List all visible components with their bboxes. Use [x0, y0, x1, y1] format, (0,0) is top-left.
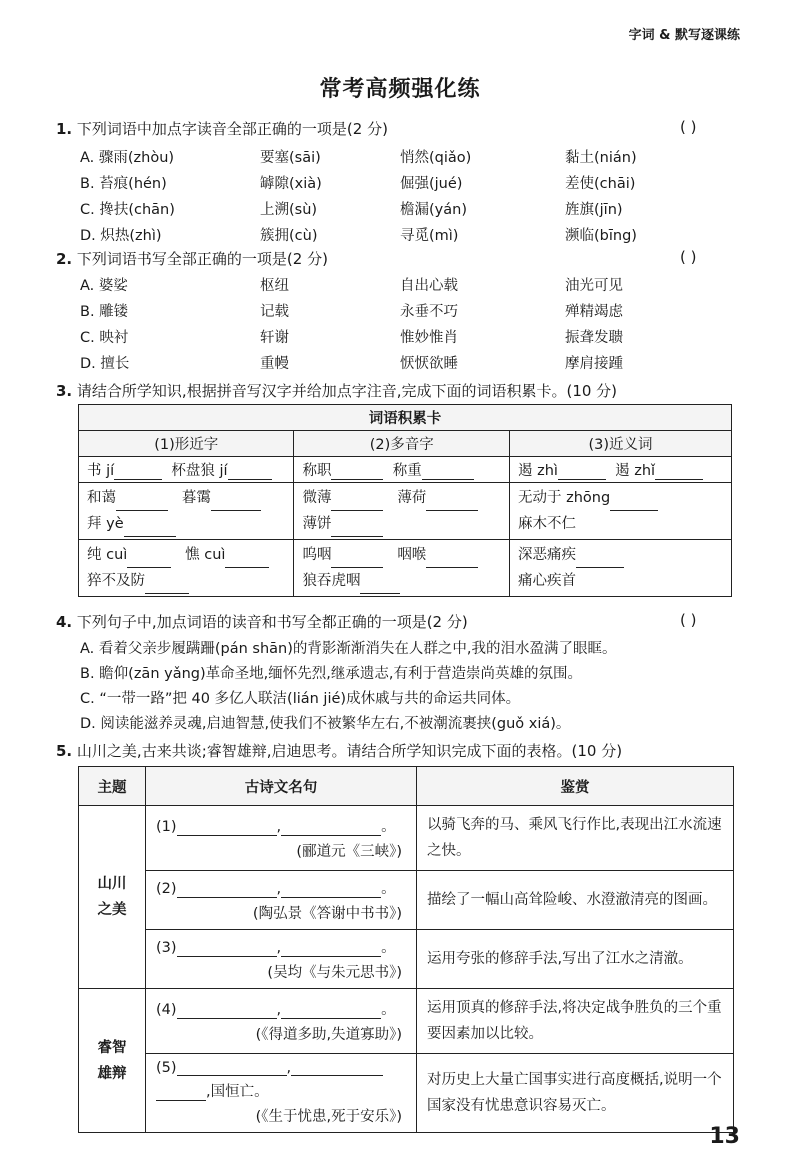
answer-blank[interactable]: [281, 821, 381, 836]
quote-source: (《得道多助,失道寡助》): [255, 1027, 402, 1043]
col-head-synonym: (3)近义词: [509, 431, 731, 457]
card-word: 狼吞虎咽: [302, 573, 361, 589]
q1-number: 1.: [56, 120, 73, 138]
answer-blank[interactable]: [360, 579, 400, 594]
card-word: 咽喉: [397, 547, 427, 563]
appreciation-2: 描绘了一幅山高耸险峻、水澄澈清亮的图画。: [417, 871, 734, 930]
q2-opt-b1: B. 雕镂: [80, 304, 129, 320]
answer-blank[interactable]: [655, 465, 703, 480]
q4-answer-paren[interactable]: ( ): [680, 611, 697, 629]
head-theme: 主题: [79, 767, 146, 806]
q1-opt-a3: 悄然(qiǎo): [400, 150, 472, 166]
answer-blank[interactable]: [114, 465, 162, 480]
card-word: 麻木不仁: [517, 516, 576, 532]
q5-stem-line: [56, 740, 622, 761]
card-cell: [509, 483, 731, 540]
page-title: 常考高频强化练: [319, 77, 481, 102]
card-word: 书 jí: [87, 463, 115, 479]
q1-opt-d4: 濒临(bīng): [565, 228, 637, 244]
q1-opt-b3: 倔强(jué): [400, 176, 463, 192]
card-word: 微薄: [302, 490, 332, 506]
appreciation-3: 运用夸张的修辞手法,写出了江水之清澈。: [417, 930, 734, 989]
head-quote: 古诗文名句: [146, 767, 417, 806]
answer-blank[interactable]: [281, 942, 381, 957]
q2-opt-a2: 枢纽: [260, 278, 289, 294]
quote-source: (吴均《与朱元思书》): [267, 965, 402, 981]
answer-blank[interactable]: [177, 1004, 277, 1019]
appreciation-1: 以骑飞奔的马、乘风飞行作比,表现出江水流速之快。: [417, 806, 734, 871]
card-cell: [294, 540, 509, 597]
q1-opt-a4: 黏土(nián): [565, 150, 637, 166]
card-word: 痛心疾首: [517, 573, 576, 589]
q1-opt-c3: 檐漏(yán): [400, 202, 467, 218]
q3-number: 3.: [56, 382, 73, 400]
q1-stem-line: [56, 118, 388, 139]
q1-opt-c1: C. 搀扶(chān): [80, 202, 175, 218]
q1-opt-a2: 要塞(sāi): [260, 150, 321, 166]
card-cell: [79, 540, 294, 597]
card-cell: [509, 457, 731, 483]
card-word: 遏 zhǐ: [615, 463, 656, 479]
answer-blank[interactable]: [177, 821, 277, 836]
quote-cell-4: (4) , 。 (《得道多助,失道寡助》): [146, 989, 417, 1054]
q1-opt-d1: D. 炽热(zhì): [80, 228, 162, 244]
q3-stem: 请结合所学知识,根据拼音写汉字并给加点字注音,完成下面的词语积累卡。(10 分): [76, 382, 618, 400]
card-word: 称职: [302, 463, 332, 479]
card-word: 薄荷: [397, 490, 427, 506]
q4-number: 4.: [56, 613, 73, 631]
q1-opt-d2: 簇拥(cù): [260, 228, 318, 244]
card-cell: [79, 457, 294, 483]
answer-blank[interactable]: [426, 496, 478, 511]
answer-blank[interactable]: [610, 496, 658, 511]
answer-blank[interactable]: [291, 1061, 383, 1076]
q2-number: 2.: [56, 250, 73, 268]
answer-blank[interactable]: [331, 496, 383, 511]
q2-opt-b4: 殚精竭虑: [565, 304, 623, 320]
q5-number: 5.: [56, 742, 73, 760]
answer-blank[interactable]: [422, 465, 474, 480]
card-cell: [294, 457, 509, 483]
q2-opt-d1: D. 擅长: [80, 356, 130, 372]
q2-opt-c1: C. 映衬: [80, 330, 129, 346]
q4-option-b: B. 瞻仰(zān yǎng)革命圣地,缅怀先烈,继承遗志,有利于营造崇尚英雄的氛围。: [80, 666, 582, 682]
q2-opt-a3: 自出心载: [400, 278, 458, 294]
answer-blank[interactable]: [177, 1061, 287, 1076]
q2-opt-c2: 轩谢: [260, 330, 289, 346]
card-word: 称重: [392, 463, 422, 479]
header-tag: 字词 & 默写逐课练: [628, 28, 740, 43]
q2-opt-a4: 油光可见: [565, 278, 623, 294]
card-word: 呜咽: [302, 547, 332, 563]
q2-opt-b2: 记载: [260, 304, 289, 320]
answer-blank[interactable]: [426, 553, 478, 568]
answer-blank[interactable]: [177, 883, 277, 898]
answer-blank[interactable]: [116, 496, 168, 511]
card-word: 杯盘狼 jí: [171, 463, 228, 479]
col-head-similar: (1)形近字: [79, 431, 294, 457]
q2-opt-a1: A. 婆娑: [80, 278, 128, 294]
quote-cell-1: (1) , 。 (郦道元《三峡》): [146, 806, 417, 871]
card-word: 无动于 zhōng: [517, 490, 611, 506]
card-word: 深恶痛疾: [517, 547, 576, 563]
card-word: 暮霭: [181, 490, 211, 506]
answer-blank[interactable]: [156, 1086, 206, 1101]
answer-blank[interactable]: [331, 465, 383, 480]
answer-blank[interactable]: [576, 553, 624, 568]
answer-blank[interactable]: [211, 496, 261, 511]
q4-stem: 下列句子中,加点词语的读音和书写全都正确的一项是(2 分): [76, 613, 468, 631]
q2-opt-c3: 惟妙惟肖: [400, 330, 458, 346]
quote-source: (郦道元《三峡》): [296, 844, 402, 860]
quote-cell-2: (2) , 。 (陶弘景《答谢中书书》): [146, 871, 417, 930]
q1-opt-b1: B. 苔痕(hén): [80, 176, 167, 192]
card-cell: [79, 483, 294, 540]
q1-opt-c2: 上溯(sù): [260, 202, 318, 218]
answer-blank[interactable]: [228, 465, 272, 480]
q4-option-a: A. 看着父亲步履蹒跚(pán shān)的背影渐渐消失在人群之中,我的泪水盈满了眼眶。: [80, 641, 617, 657]
q2-opt-d4: 摩肩接踵: [565, 356, 623, 372]
q2-opt-d2: 重幔: [260, 356, 289, 372]
card-word: 遏 zhì: [517, 463, 558, 479]
quote-source: (陶弘景《答谢中书书》): [252, 906, 402, 922]
q2-stem: 下列词语书写全部正确的一项是(2 分): [76, 250, 328, 268]
appreciation-5: 对历史上大量亡国事实进行高度概括,说明一个国家没有忧患意识容易灭亡。: [417, 1054, 734, 1133]
q4-stem-line: [56, 611, 468, 632]
q1-opt-c4: 旌旗(jīn): [565, 202, 623, 218]
poem-table: [78, 766, 734, 1133]
card-cell: [509, 540, 731, 597]
q1-answer-paren[interactable]: ( ): [680, 118, 697, 136]
answer-blank[interactable]: [331, 553, 383, 568]
q2-opt-d3: 恹恹欲睡: [400, 356, 458, 372]
q1-opt-b4: 差使(chāi): [565, 176, 636, 192]
card-word: 拜 yè: [87, 516, 124, 532]
q1-opt-a1: A. 骤雨(zhòu): [80, 150, 175, 166]
head-appreciation: 鉴赏: [417, 767, 734, 806]
appreciation-4: 运用顶真的修辞手法,将决定战争胜负的三个重要因素加以比较。: [417, 989, 734, 1054]
quote-cell-5: (5) , ,国恒亡。 (《生于忧患,死于安乐》): [146, 1054, 417, 1133]
q2-stem-line: [56, 248, 328, 269]
q5-stem: 山川之美,古来共谈;睿智雄辩,启迪思考。请结合所学知识完成下面的表格。(10 分): [76, 742, 623, 760]
q4-option-c: C. “一带一路”把 40 多亿人联洁(lián jié)成休戚与共的命运共同体。: [80, 691, 521, 707]
q2-opt-c4: 振聋发聩: [565, 330, 623, 346]
answer-blank[interactable]: [124, 522, 176, 537]
theme-eloquence: 睿智雄辩: [79, 989, 146, 1133]
card-cell: [294, 483, 509, 540]
q1-opt-d3: 寻觅(mì): [400, 228, 459, 244]
page-number: 13: [709, 1124, 740, 1149]
q2-answer-paren[interactable]: ( ): [680, 248, 697, 266]
card-word: 猝不及防: [87, 573, 145, 589]
q4-option-d: D. 阅读能滋养灵魂,启迪智慧,使我们不被繁华左右,不被潮流裹挟(guǒ xiá)。: [80, 716, 571, 732]
q3-stem-line: [56, 380, 617, 401]
card-word: 薄饼: [302, 516, 332, 532]
q1-stem: 下列词语中加点字读音全部正确的一项是(2 分): [76, 120, 388, 138]
theme-mountains: 山川之美: [79, 806, 146, 989]
answer-blank[interactable]: [558, 465, 606, 480]
q2-opt-b3: 永垂不巧: [400, 304, 458, 320]
col-head-polyphone: (2)多音字: [294, 431, 509, 457]
card-title: 词语积累卡: [79, 405, 732, 431]
quote-cell-3: (3) , 。 (吴均《与朱元思书》): [146, 930, 417, 989]
answer-blank[interactable]: [281, 1004, 381, 1019]
answer-blank[interactable]: [177, 942, 277, 957]
answer-blank[interactable]: [127, 553, 171, 568]
answer-blank[interactable]: [331, 522, 383, 537]
answer-blank[interactable]: [225, 553, 269, 568]
quote-source: (《生于忧患,死于安乐》): [255, 1109, 402, 1125]
word-card-table: [78, 404, 732, 597]
card-word: 纯 cuì: [87, 547, 128, 563]
card-word: 和蔼: [87, 490, 116, 506]
card-word: 憔 cuì: [185, 547, 226, 563]
answer-blank[interactable]: [145, 579, 189, 594]
q1-opt-b2: 罅隙(xià): [260, 176, 322, 192]
answer-blank[interactable]: [281, 883, 381, 898]
